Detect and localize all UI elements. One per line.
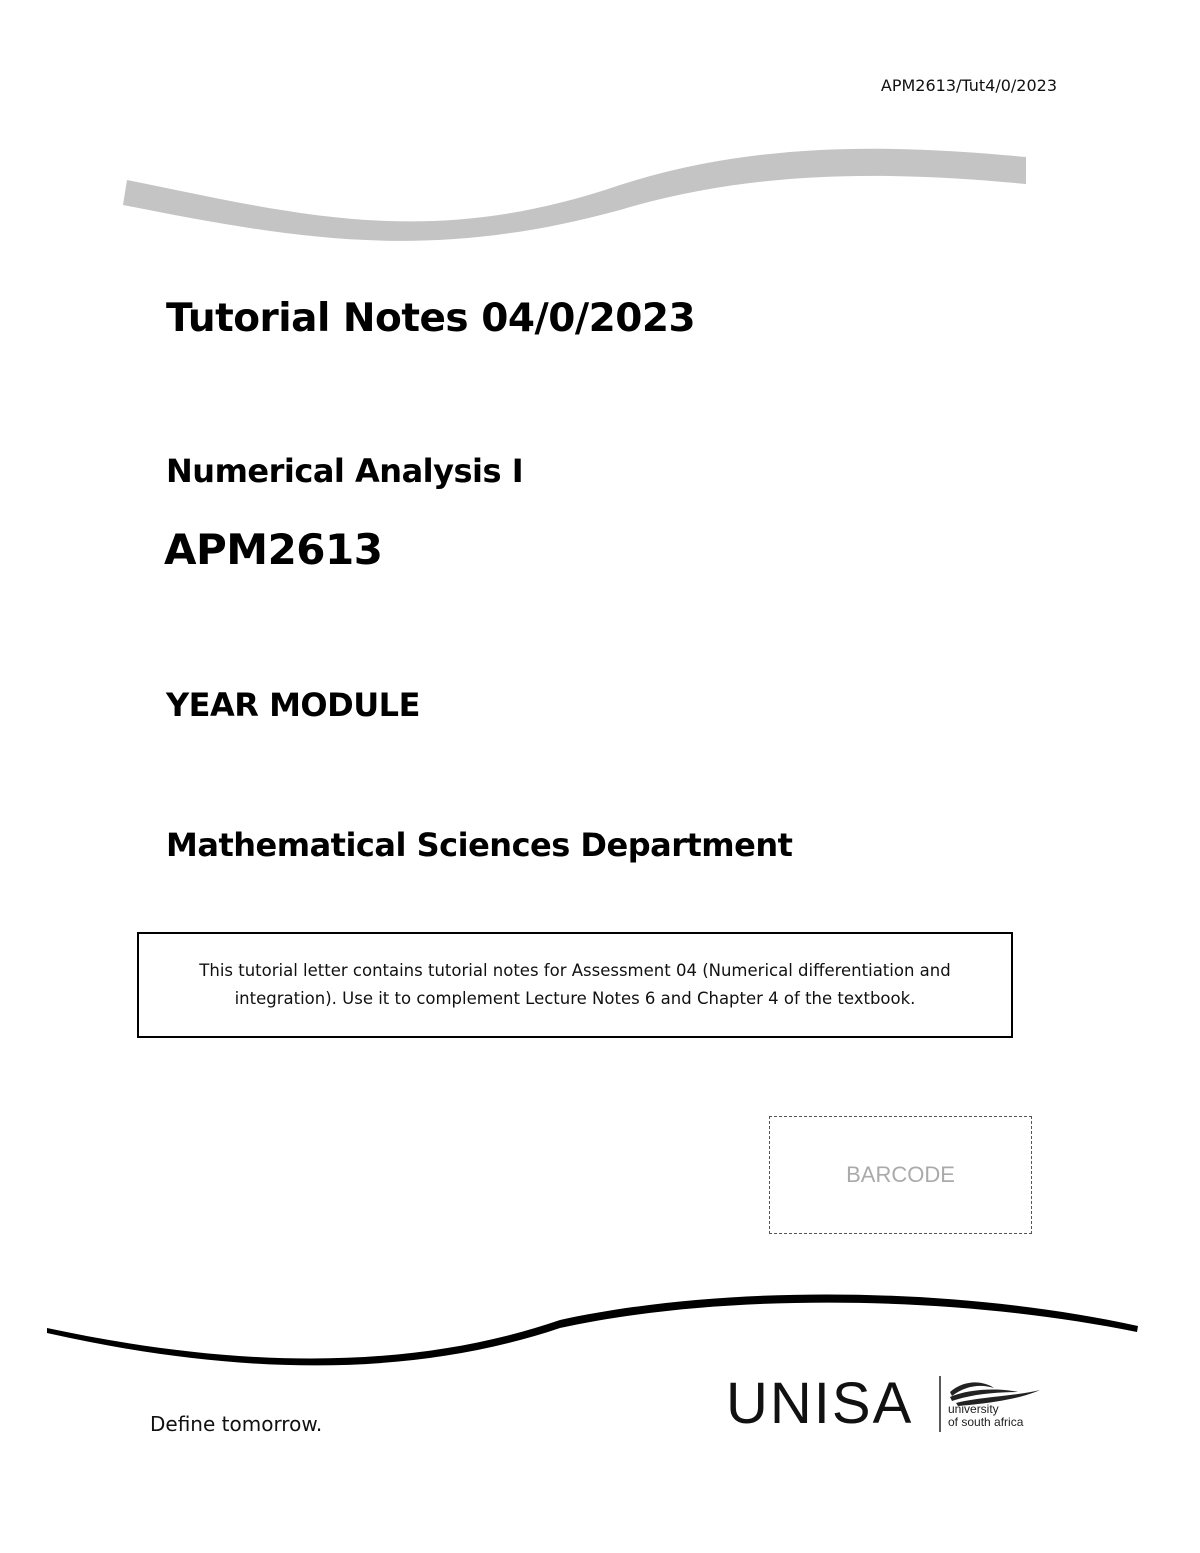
notice-text <box>165 957 985 1013</box>
course-name: Numerical Analysis I <box>166 452 524 490</box>
top-swoosh-shape <box>123 149 1026 241</box>
logo-subtitle-line-2: of south africa <box>948 1415 1024 1429</box>
notice-box <box>137 932 1013 1038</box>
course-code: APM2613 <box>164 525 383 574</box>
logo-subtitle-line-1: university <box>948 1402 999 1416</box>
barcode-placeholder <box>769 1116 1032 1234</box>
bottom-swoosh-shape <box>47 1294 1138 1365</box>
department-name: Mathematical Sciences Department <box>166 826 793 864</box>
document-reference: APM2613/Tut4/0/2023 <box>880 76 1057 95</box>
logo-subtitle <box>948 1403 1023 1429</box>
notice-line-2: integration). Use it to complement Lecture Notes 6 and Chapter 4 of the textbook. <box>234 989 916 1008</box>
barcode-label: BARCODE <box>846 1162 955 1187</box>
unisa-logo <box>726 1370 1046 1440</box>
page-title: Tutorial Notes 04/0/2023 <box>166 296 696 341</box>
logo-wordmark: UNISA <box>726 1371 914 1436</box>
notice-line-1: This tutorial letter contains tutorial notes for Assessment 04 (Numerical differentiation and <box>199 961 951 980</box>
tagline: Define tomorrow. <box>150 1412 323 1436</box>
module-type: YEAR MODULE <box>166 686 420 724</box>
